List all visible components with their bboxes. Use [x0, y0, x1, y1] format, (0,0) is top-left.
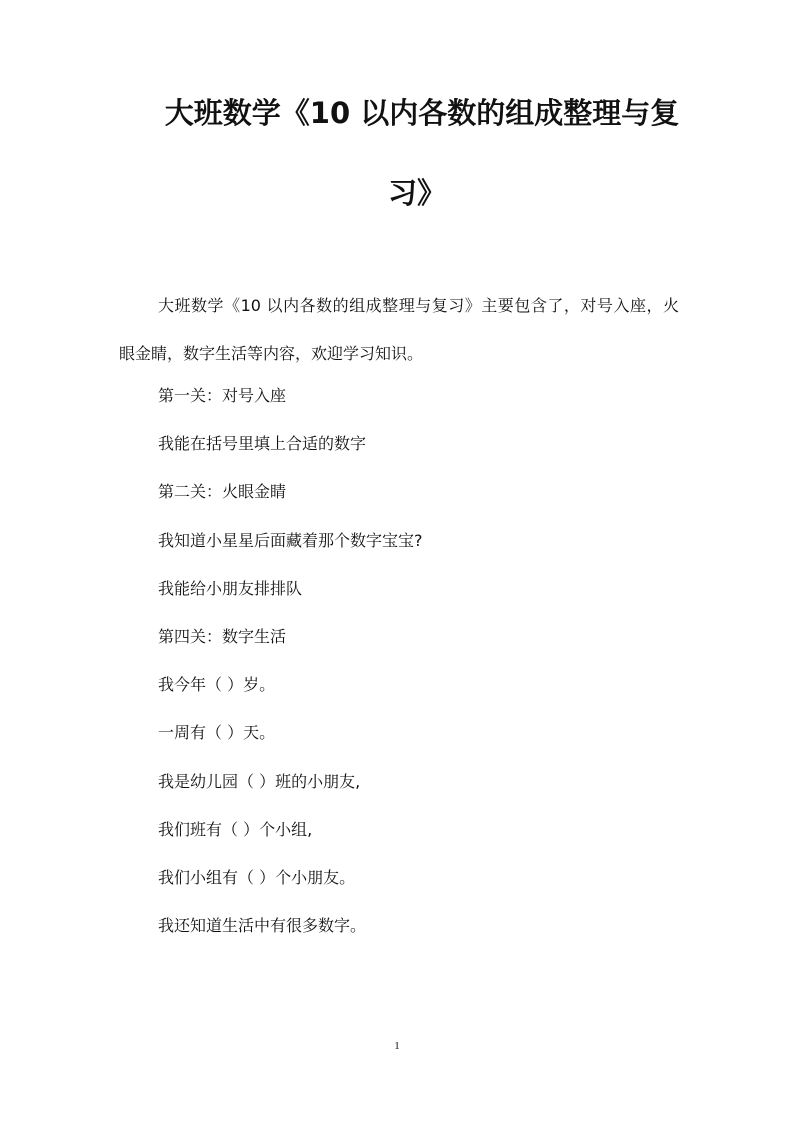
intro-paragraph: 大班数学《10 以内各数的组成整理与复习》主要包含了，对号入座，火眼金睛，数字生活等内容，欢迎学习知识。 — [119, 296, 679, 363]
content-line: 我是幼儿园（ ）班的小朋友, — [158, 771, 361, 791]
title-line-2: 习》 — [387, 176, 446, 210]
content-line: 我能在括号里填上合适的数字 — [158, 434, 367, 454]
content-line: 我知道小星星后面藏着那个数字宝宝? — [158, 530, 423, 550]
page-number: 1 — [394, 1040, 400, 1052]
content-line: 第一关：对号入座 — [158, 386, 287, 405]
content-line: 第四关：数字生活 — [158, 626, 287, 646]
content-line: 我们班有（ ）个小组, — [158, 819, 313, 839]
content-line: 我们小组有（ ）个小朋友。 — [158, 867, 356, 887]
content-line: 第二关：火眼金睛 — [158, 482, 287, 502]
title-line-1: 大班数学《10 以内各数的组成整理与复 — [164, 96, 680, 130]
document-title — [120, 92, 714, 214]
content-line: 我今年（ ）岁。 — [158, 675, 276, 695]
content-lines — [158, 378, 423, 956]
content-line: 我还知道生活中有很多数字。 — [158, 916, 367, 936]
content-line: 一周有（ ）天。 — [158, 723, 276, 743]
content-line: 我能给小朋友排排队 — [158, 578, 303, 598]
